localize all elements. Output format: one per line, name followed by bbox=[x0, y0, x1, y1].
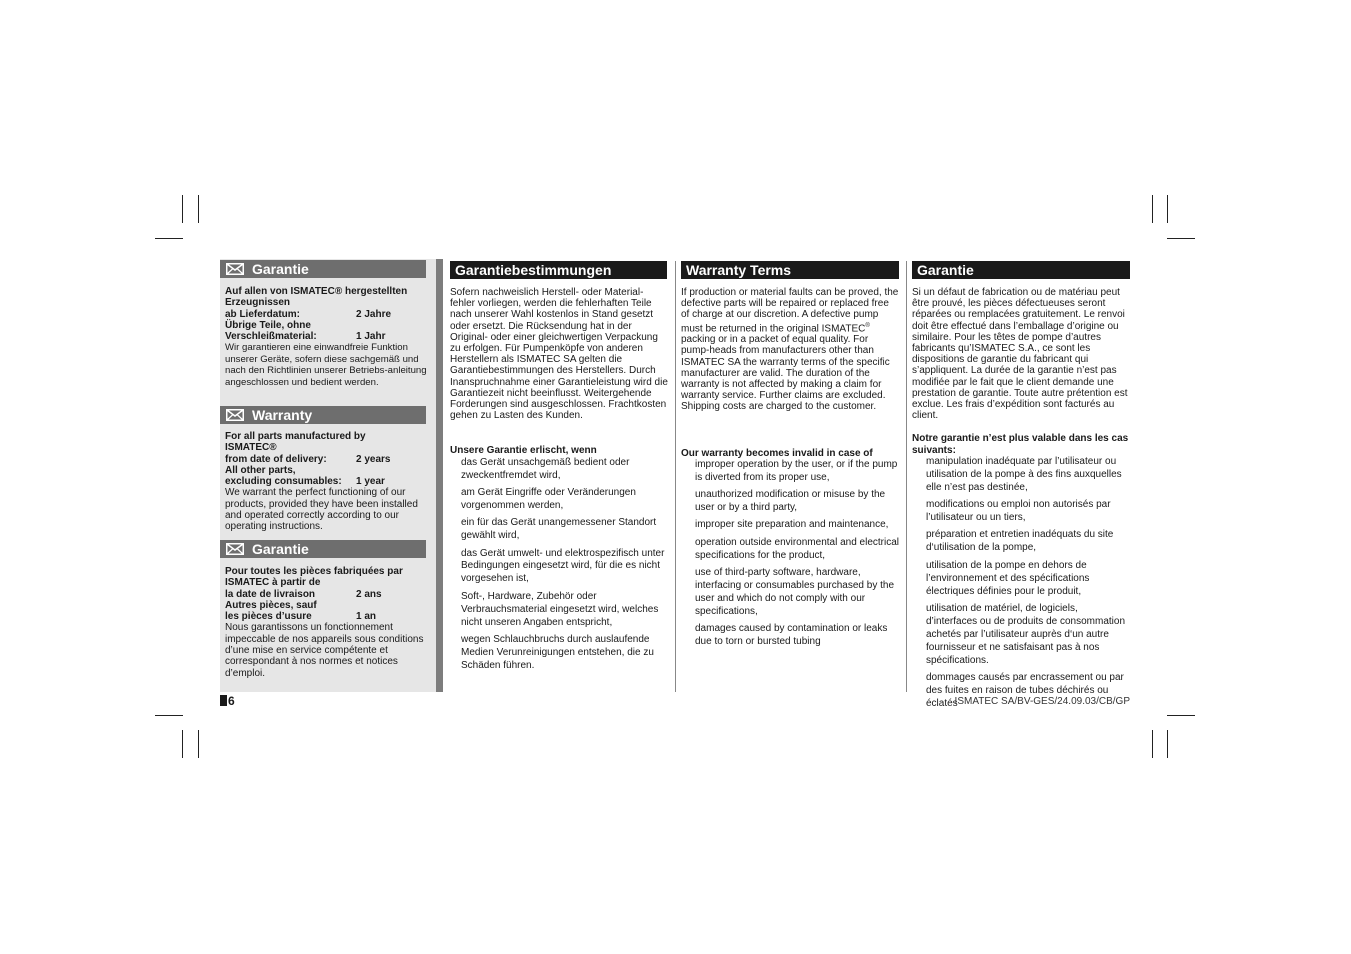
list-item: Soft-, Hardware, Zubehör oder Verbrauchsmaterial eingesetzt wird, welches nicht unseren Angaben entspricht, bbox=[461, 590, 659, 628]
envelope-icon bbox=[226, 263, 244, 275]
list-item: utilisation de la pompe en dehors de l’environnement et des spécifications électriques définies pour le produit, bbox=[926, 559, 1090, 597]
list-item: manipulation inadéquate par l’utilisateur ou utilisation de la pompe à des fins auxquelles elle n’est pas destinée, bbox=[926, 455, 1122, 493]
sidebar-term-row: la date de livraison 2 ans bbox=[225, 588, 382, 600]
list-item: ein für das Gerät unangemessener Standort gewählt wird, bbox=[461, 517, 657, 542]
list-title: Our warranty becomes invalid in case of bbox=[681, 447, 873, 459]
column-heading: Garantiebestimmungen bbox=[450, 261, 667, 279]
column-paragraph: If production or material faults can be proved, the defective parts will be repaired or replaced free of charge at our discretion. A defective pump must be returned in the original ISMATEC® packing or in a packet of equal quality. For pump-heads from manufacturers other than ISMATEC SA the warranty terms of the specific manufacturer are valid. The duration of the warranty is not affected by making a claim for warranty service. Further claims are excluded. Shipping costs are charged to the customer. bbox=[681, 287, 899, 413]
column-paragraph: Sofern nachweislich Herstell- oder Material-fehler vorliegen, werden die fehlerhaften Teile nach unserer Wahl kostenlos in Stand gesetzt oder ersetzt. Die Rücksendung hat in der Original- oder einer gleichwertigen Verpackung zu erfolgen. Für Pumpenköpfe von anderen Herstellern als ISMATEC SA gelten die Garantiebestimmungen des Herstellers. Durch Inanspruchnahme einer Garantieleistung wird die Garantiezeit nicht beeinflusst. Weitergehende Forderungen sind ausgeschlossen. Frachtkosten gehen zu Lasten des Kunden. bbox=[450, 287, 668, 422]
sidebar-line: All other parts, bbox=[225, 464, 296, 476]
crop-mark bbox=[1167, 715, 1195, 716]
envelope-icon bbox=[226, 543, 244, 555]
sidebar-block-de bbox=[225, 286, 427, 388]
sidebar-term-value: 2 Jahre bbox=[356, 308, 392, 320]
column-fr bbox=[912, 261, 1131, 715]
sidebar-text: Nous garantissons un fonctionnement impeccable de nos appareils sous conditions d’une mise en service compétente et correspondant à nos normes et notices d’emploi. bbox=[225, 622, 424, 679]
sidebar-term-row: from date of delivery: 2 years bbox=[225, 453, 391, 465]
list-item: das Gerät unsachgemäß bedient oder zweckentfremdet wird, bbox=[461, 456, 630, 481]
sidebar-term-row: les pièces d’usure 1 an bbox=[225, 611, 377, 623]
sidebar-title: Garantie bbox=[252, 541, 309, 557]
column-de bbox=[450, 261, 668, 677]
sidebar-title: Warranty bbox=[252, 407, 313, 423]
list-item: modifications ou emploi non autorisés par l’utilisateur ou un tiers, bbox=[926, 499, 1111, 523]
crop-mark bbox=[1167, 238, 1195, 239]
crop-mark bbox=[182, 730, 183, 758]
list-title: Notre garantie n’est plus valable dans les cas suivants: bbox=[912, 433, 1129, 456]
crop-mark bbox=[155, 715, 183, 716]
sidebar-line: For all parts manufactured by bbox=[225, 431, 366, 442]
sidebar-term-value: 2 ans bbox=[356, 588, 382, 600]
list-item: wegen Schlauchbruchs durch auslaufende Medien Verunreinigungen entstehen, die zu Schäden führen. bbox=[461, 634, 654, 671]
sidebar-heading-en bbox=[220, 406, 426, 424]
list-title: Unsere Garantie erlischt, wenn bbox=[450, 445, 597, 457]
list-item: improper site preparation and maintenance, bbox=[695, 519, 889, 531]
page-number: 6 bbox=[220, 694, 235, 708]
sidebar-term-row: ab Lieferdatum: 2 Jahre bbox=[225, 308, 392, 320]
envelope-icon bbox=[226, 409, 244, 421]
sidebar-text: Wir garantieren eine einwandfreie Funktion unserer Geräte, sofern diese sachgemäß und nach den Richtlinien unserer Betriebs-anleitung angeschlossen und bedient werden. bbox=[225, 342, 427, 388]
sidebar-line: Auf allen von ISMATEC® hergestellten bbox=[225, 286, 408, 297]
page-marker bbox=[220, 695, 227, 706]
column-heading: Warranty Terms bbox=[681, 261, 899, 279]
column-en bbox=[681, 261, 899, 654]
sidebar-line: ISMATEC® bbox=[225, 442, 277, 454]
sidebar-title: Garantie bbox=[252, 261, 309, 277]
sidebar-term-value: 1 year bbox=[356, 476, 385, 488]
crop-mark bbox=[1167, 195, 1168, 223]
sidebar-term-value: 1 Jahr bbox=[356, 331, 386, 343]
column-heading: Garantie bbox=[912, 261, 1130, 279]
sidebar-block-fr bbox=[225, 566, 427, 679]
sidebar-line: Erzeugnissen bbox=[225, 297, 291, 309]
crop-mark bbox=[1167, 730, 1168, 758]
document-code: ISMATEC SA/BV-GES/24.09.03/CB/GP bbox=[954, 696, 1130, 707]
sidebar-text: We warrant the perfect functioning of our products, provided they have been installed and operated correctly according to our operating instructions. bbox=[225, 487, 418, 533]
list-item: damages caused by contamination or leaks due to torn or bursted tubing bbox=[695, 623, 888, 648]
condition-list bbox=[681, 459, 899, 649]
sidebar-term-value: 2 years bbox=[356, 453, 391, 465]
sidebar-line: Übrige Teile, ohne bbox=[225, 319, 311, 331]
condition-list bbox=[450, 457, 668, 673]
list-item: das Gerät umwelt- und elektrospezifisch unter Bedingungen eingesetzt wird, für die es nicht vorgesehen ist, bbox=[461, 547, 665, 585]
crop-mark bbox=[198, 195, 199, 223]
warranty-summary-panel bbox=[220, 259, 438, 692]
list-item: unauthorized modification or misuse by the user or by a third party, bbox=[695, 489, 886, 513]
sidebar-term-row: Verschleißmaterial: 1 Jahr bbox=[225, 331, 386, 343]
sidebar-rule bbox=[436, 259, 443, 692]
list-item: préparation et entretien inadéquats du site d‘utilisation de la pompe, bbox=[926, 529, 1114, 554]
sidebar-line: Pour toutes les pièces fabriquées par bbox=[225, 566, 403, 577]
condition-list bbox=[912, 456, 1131, 711]
sidebar-line: Autres pièces, sauf bbox=[225, 599, 317, 611]
sidebar-block-en bbox=[225, 431, 427, 533]
crop-mark bbox=[182, 195, 183, 223]
crop-mark bbox=[155, 238, 183, 239]
list-item: improper operation by the user, or if the pump is diverted from its proper use, bbox=[695, 458, 898, 483]
crop-mark bbox=[198, 730, 199, 758]
sidebar-heading-fr bbox=[220, 540, 426, 558]
list-item: use of third-party software, hardware, interfacing or consumables purchased by the user and which do not comply with our specifications, bbox=[695, 567, 895, 617]
crop-mark bbox=[1152, 730, 1153, 758]
list-item: utilisation de matériel, de logiciels, d’interfaces ou de produits de consommation achetés par l’utilisateur auprès d‘un autre fournisseur et ne satisfaisant pas à nos spécifications. bbox=[926, 602, 1126, 666]
list-item: operation outside environmental and electrical specifications for the product, bbox=[695, 536, 900, 561]
column-paragraph: Si un défaut de fabrication ou de matériau peut être prouvé, les pièces défectueuses seront réparées ou remplacées gratuitement. Le renvoi doit être effectué dans l’emballage d’origine ou similaire. Pour les têtes de pompe d’autres fabricants qu’ISMATEC S.A., ce sont les dispositions de garantie du fabricant qui s’appliquent. La durée de la garantie n’est pas modifiée par le fait que le client demande une prestation de garantie. Toute autre prétention est exclue. Les frais d’expédition sont facturés au client. bbox=[912, 287, 1128, 422]
list-item: dommages causés par encrassement ou par des fuites en raison de tubes déchirés ou éclatés bbox=[926, 671, 1124, 709]
list-item: am Gerät Eingriffe oder Veränderungen vorgenommen werden, bbox=[461, 486, 636, 511]
crop-mark bbox=[1152, 195, 1153, 223]
sidebar-term-value: 1 an bbox=[356, 611, 377, 623]
sidebar-term-row: excluding consumables: 1 year bbox=[225, 476, 385, 488]
column-divider bbox=[675, 261, 676, 692]
sidebar-line: ISMATEC à partir de bbox=[225, 577, 321, 589]
sidebar-heading-de bbox=[220, 260, 426, 278]
column-divider bbox=[906, 261, 907, 692]
